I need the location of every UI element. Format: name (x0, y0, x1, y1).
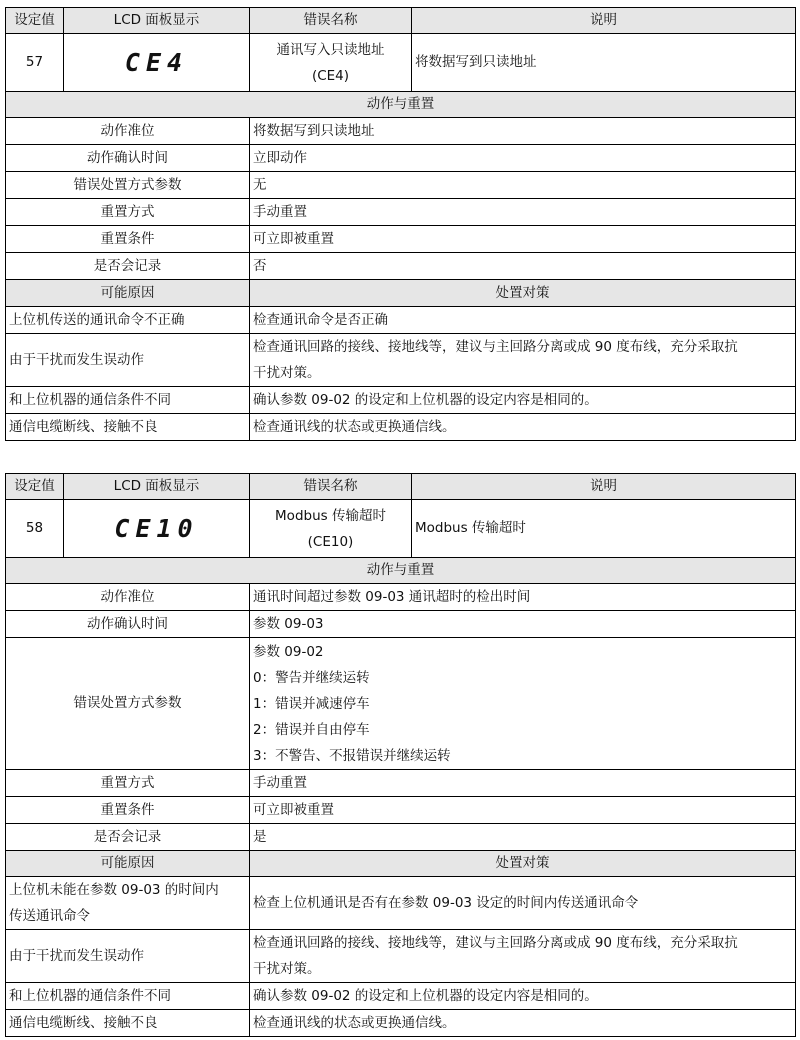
fault-name-line2: (CE10) (307, 533, 354, 550)
cause-line: 传送通讯命令 (9, 908, 90, 924)
label-handling-param: 错误处置方式参数 (6, 172, 250, 199)
label-reset-condition: 重置条件 (6, 797, 250, 824)
measure-text: 确认参数 09-02 的设定和上位机器的设定内容是相同的。 (250, 387, 796, 414)
section-causes-row (6, 280, 796, 307)
header-lcd: LCD 面板显示 (64, 474, 250, 500)
value-handling-param: 无 (250, 172, 796, 199)
handling-line: 3：不警告、不报错误并继续运转 (253, 747, 451, 764)
row-reset-condition (6, 226, 796, 253)
cause-text (6, 877, 250, 930)
row-reset-condition (6, 797, 796, 824)
cause-row (6, 1010, 796, 1037)
value-record: 否 (250, 253, 796, 280)
handling-line: 1：错误并减速停车 (253, 695, 370, 712)
cause-text: 上位机传送的通讯命令不正确 (6, 307, 250, 334)
cause-row (6, 930, 796, 983)
handling-line: 2：错误并自由停车 (253, 721, 370, 738)
header-cause: 可能原因 (6, 851, 250, 877)
value-record: 是 (250, 824, 796, 851)
header-row (6, 8, 796, 34)
fault-name-line1: Modbus 传输超时 (275, 507, 386, 524)
value-reset-condition: 可立即被重置 (250, 226, 796, 253)
measure-line: 干扰对策。 (253, 961, 321, 977)
row-confirm-time (6, 145, 796, 172)
lcd-display: CE4 (64, 34, 250, 92)
row-reset-method (6, 770, 796, 797)
cause-row (6, 387, 796, 414)
header-code: 设定值 (6, 474, 64, 500)
cause-row (6, 414, 796, 441)
cause-row (6, 877, 796, 930)
header-row (6, 474, 796, 500)
fault-name (250, 34, 412, 92)
header-name: 错误名称 (250, 8, 412, 34)
label-record: 是否会记录 (6, 253, 250, 280)
fault-table-58 (5, 473, 796, 1037)
value-confirm-time: 参数 09-03 (250, 611, 796, 638)
fault-desc: 将数据写到只读地址 (412, 34, 796, 92)
measure-line: 检查通讯回路的接线、接地线等，建议与主回路分离或成 90 度布线，充分采取抗 (253, 339, 738, 355)
measure-text (250, 930, 796, 983)
cause-text: 和上位机器的通信条件不同 (6, 387, 250, 414)
cause-line: 上位机未能在参数 09-03 的时间内 (9, 882, 219, 898)
section-action-row (6, 92, 796, 118)
value-action-level: 通讯时间超过参数 09-03 通讯超时的检出时间 (250, 584, 796, 611)
cause-row (6, 334, 796, 387)
label-confirm-time: 动作确认时间 (6, 145, 250, 172)
section-action-row (6, 558, 796, 584)
header-cause: 可能原因 (6, 280, 250, 307)
header-measure: 处置对策 (250, 851, 796, 877)
label-reset-method: 重置方式 (6, 199, 250, 226)
header-name: 错误名称 (250, 474, 412, 500)
header-desc: 说明 (412, 474, 796, 500)
header-lcd: LCD 面板显示 (64, 8, 250, 34)
handling-line: 0：警告并继续运转 (253, 669, 370, 686)
measure-text: 确认参数 09-02 的设定和上位机器的设定内容是相同的。 (250, 983, 796, 1010)
label-reset-method: 重置方式 (6, 770, 250, 797)
value-confirm-time: 立即动作 (250, 145, 796, 172)
row-confirm-time (6, 611, 796, 638)
fault-name (250, 500, 412, 558)
handling-line: 参数 09-02 (253, 643, 324, 660)
label-action-level: 动作准位 (6, 584, 250, 611)
fault-name-line1: 通讯写入只读地址 (276, 41, 385, 58)
section-causes-row (6, 851, 796, 877)
label-reset-condition: 重置条件 (6, 226, 250, 253)
cause-text: 通信电缆断线、接触不良 (6, 1010, 250, 1037)
cause-text: 和上位机器的通信条件不同 (6, 983, 250, 1010)
cause-row (6, 307, 796, 334)
header-code: 设定值 (6, 8, 64, 34)
row-record (6, 253, 796, 280)
row-action-level (6, 584, 796, 611)
section-action-title: 动作与重置 (6, 558, 796, 584)
fault-code: 57 (6, 34, 64, 92)
fault-table-57 (5, 7, 796, 441)
label-handling-param: 错误处置方式参数 (6, 638, 250, 770)
row-handling-param (6, 638, 796, 770)
header-measure: 处置对策 (250, 280, 796, 307)
measure-text: 检查上位机通讯是否有在参数 09-03 设定的时间内传送通讯命令 (250, 877, 796, 930)
lcd-display: CE10 (64, 500, 250, 558)
row-action-level (6, 118, 796, 145)
value-reset-condition: 可立即被重置 (250, 797, 796, 824)
cause-row (6, 983, 796, 1010)
measure-text (250, 334, 796, 387)
value-handling-param (250, 638, 796, 770)
measure-line: 干扰对策。 (253, 365, 321, 381)
row-reset-method (6, 199, 796, 226)
row-record (6, 824, 796, 851)
measure-line: 检查通讯回路的接线、接地线等，建议与主回路分离或成 90 度布线，充分采取抗 (253, 935, 738, 951)
value-reset-method: 手动重置 (250, 770, 796, 797)
header-desc: 说明 (412, 8, 796, 34)
measure-text: 检查通讯命令是否正确 (250, 307, 796, 334)
section-action-title: 动作与重置 (6, 92, 796, 118)
cause-text: 由于干扰而发生误动作 (6, 930, 250, 983)
fault-summary-row (6, 34, 796, 92)
value-reset-method: 手动重置 (250, 199, 796, 226)
value-action-level: 将数据写到只读地址 (250, 118, 796, 145)
label-confirm-time: 动作确认时间 (6, 611, 250, 638)
row-handling-param (6, 172, 796, 199)
cause-text: 由于干扰而发生误动作 (6, 334, 250, 387)
label-record: 是否会记录 (6, 824, 250, 851)
fault-summary-row (6, 500, 796, 558)
measure-text: 检查通讯线的状态或更换通信线。 (250, 414, 796, 441)
cause-text: 通信电缆断线、接触不良 (6, 414, 250, 441)
measure-text: 检查通讯线的状态或更换通信线。 (250, 1010, 796, 1037)
fault-name-line2: (CE4) (311, 67, 350, 84)
fault-desc: Modbus 传输超时 (412, 500, 796, 558)
fault-code: 58 (6, 500, 64, 558)
label-action-level: 动作准位 (6, 118, 250, 145)
